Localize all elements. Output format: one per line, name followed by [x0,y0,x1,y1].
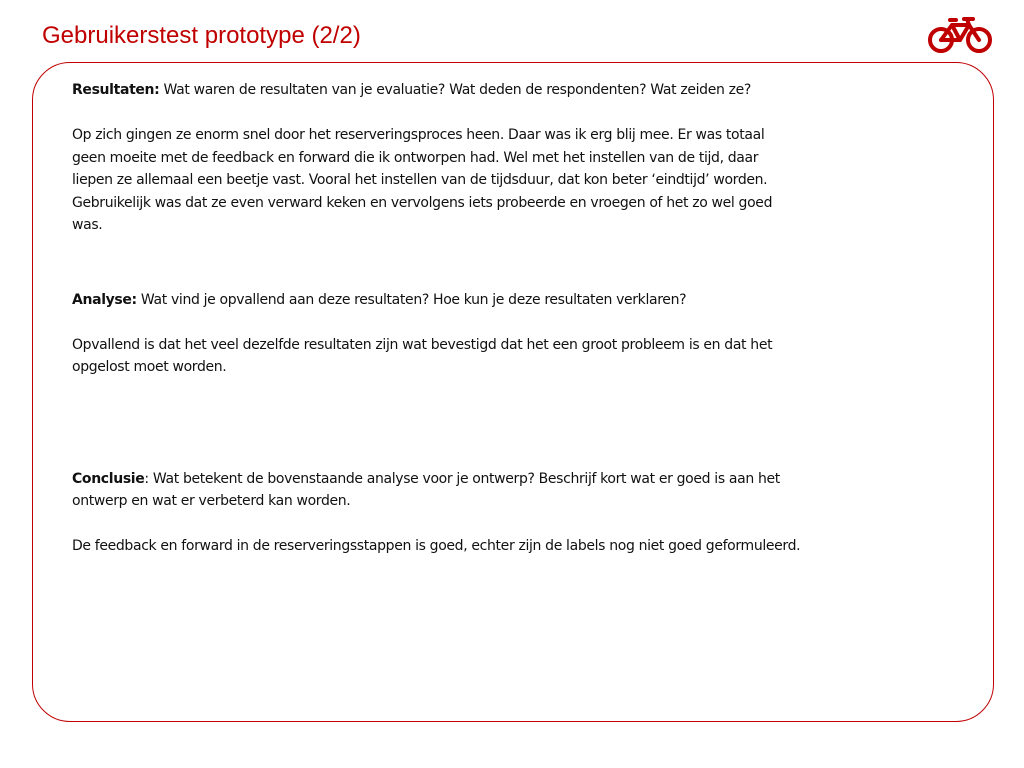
conclusie-question-continued: ontwerp en wat er verbeterd kan worden. [72,493,351,509]
analyse-line: Opvallend is dat het veel dezelfde resultaten zijn wat bevestigd dat het een groot probleem is en dat het [72,336,773,353]
resultaten-line: was. [72,217,103,233]
conclusie-line: De feedback en forward in de reserveringsstappen is goed, echter zijn de labels nog niet goed geformuleerd. [72,538,801,554]
slide-title: Gebruikerstest prototype (2/2) [42,22,361,49]
analyse-question: Analyse: Wat vind je opvallend aan deze resultaten? Hoe kun je deze resultaten verklaren? [72,291,687,308]
resultaten-line: liepen ze allemaal een beetje vast. Vooral het instellen van de tijdsduur, dat kon beter ‘eindtijd’ worden. [72,172,768,188]
conclusie-question: Conclusie: Wat betekent de bovenstaande analyse voor je ontwerp? Beschrijf kort wat er goed is aan het [72,470,780,487]
analyse-line: opgelost moet worden. [72,359,227,375]
resultaten-line: Op zich gingen ze enorm snel door het reserveringsproces heen. Daar was ik erg blij mee. Er was totaal [72,127,765,143]
slide-body [72,79,902,558]
resultaten-line: Gebruikelijk was dat ze even verward keken en vervolgens iets probeerde en vroegen of het zo wel goed [72,194,773,211]
resultaten-heading: Resultaten: [72,82,160,98]
analyse-heading: Analyse: [72,291,137,308]
resultaten-question: Resultaten: Wat waren de resultaten van je evaluatie? Wat deden de respondenten? Wat zeiden ze? [72,82,751,98]
resultaten-line: geen moeite met de feedback en forward die ik ontworpen had. Wel met het instellen van de tijd, daar [72,149,759,166]
conclusie-heading: Conclusie [72,470,145,487]
bicycle-icon [924,12,994,56]
